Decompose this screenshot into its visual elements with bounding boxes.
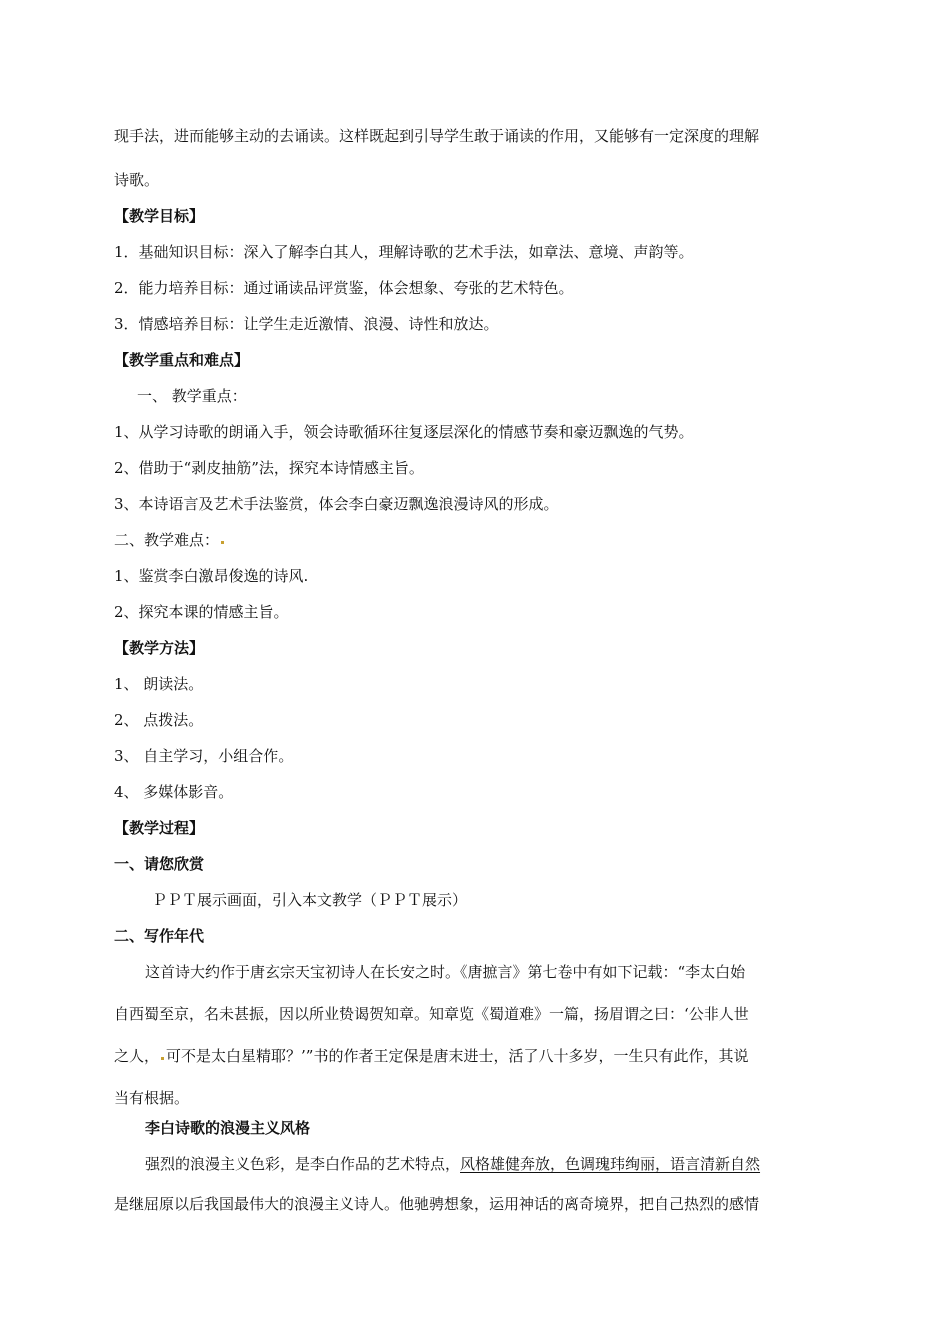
intro-line-1: 现手法，进而能够主动的去诵读。这样既起到引导学生敢于诵读的作用，又能够有一定深度的理解 (114, 127, 760, 145)
keypoint-item-2: 2、借助于“剥皮抽筋”法，探究本诗情感主旨。 (114, 459, 424, 477)
marker-dot (161, 1057, 164, 1060)
method-item-3: 3、 自主学习，小组合作。 (114, 747, 294, 765)
keypoints-subheading-1: 一、 教学重点： (137, 387, 247, 405)
methods-heading: 【教学方法】 (114, 639, 205, 657)
section-2-line-3-rest: 可不是太白星精耶？’”书的作者王定保是唐末进士，活了八十多岁，一生只有此作，其说 (166, 1047, 749, 1065)
style-line-1-underlined: 风格雄健奔放，色调瑰玮绚丽，语言清新自然 (460, 1155, 761, 1173)
marker-dot (221, 541, 224, 544)
keypoint-item-3: 3、本诗语言及艺术手法鉴赏，体会李白豪迈飘逸浪漫诗风的形成。 (114, 495, 559, 513)
goals-heading: 【教学目标】 (114, 207, 205, 225)
keypoint-item-1: 1、从学习诗歌的朗诵入手，领会诗歌循环往复逐层深化的情感节奏和豪迈飘逸的气势。 (114, 423, 694, 441)
keypoints-subheading-2-text: 二、教学难点： (114, 531, 220, 549)
style-line-1-text: 强烈的浪漫主义色彩，是李白作品的艺术特点， (145, 1155, 461, 1173)
section-2-line-1: 这首诗大约作于唐玄宗天宝初诗人在长安之时。《唐摭言》第七卷中有如下记载：“李太白始 (145, 963, 746, 981)
difficulty-item-1: 1、鉴赏李白激昂俊逸的诗风. (114, 567, 309, 585)
keypoints-heading: 【教学重点和难点】 (114, 351, 250, 369)
difficulty-item-2: 2、探究本课的情感主旨。 (114, 603, 289, 621)
section-2-line-2: 自西蜀至京，名未甚振，因以所业贽谒贺知章。知章览《蜀道难》一篇，扬眉谓之曰：‘公非人世 (114, 1005, 749, 1023)
keypoints-subheading-2 (114, 530, 840, 550)
style-line-2: 是继屈原以后我国最伟大的浪漫主义诗人。他驰骋想象，运用神话的离奇境界，把自己热烈的感情 (114, 1195, 760, 1213)
section-2-title: 二、写作年代 (114, 927, 205, 945)
method-item-4: 4、 多媒体影音。 (114, 783, 234, 801)
goal-item-2: 2．能力培养目标：通过诵读品评赏鉴，体会想象、夸张的艺术特色。 (114, 279, 574, 297)
section-1-title: 一、请您欣赏 (114, 855, 205, 873)
style-title: 李白诗歌的浪漫主义风格 (145, 1119, 311, 1137)
goal-item-3: 3．情感培养目标：让学生走近激情、浪漫、诗性和放达。 (114, 315, 499, 333)
intro-line-2: 诗歌。 (114, 171, 160, 189)
section-2-line-3 (114, 1046, 840, 1066)
method-item-2: 2、 点拨法。 (114, 711, 204, 729)
section-2-line-3-start: 之人， (114, 1047, 160, 1065)
process-heading: 【教学过程】 (114, 819, 205, 837)
section-2-line-4: 当有根据。 (114, 1089, 190, 1107)
section-1-text: ＰＰＴ展示画面，引入本文教学（ＰＰＴ展示） (152, 891, 468, 909)
goal-item-1: 1．基础知识目标：深入了解李白其人，理解诗歌的艺术手法，如章法、意境、声韵等。 (114, 243, 694, 261)
style-line-1 (145, 1154, 840, 1174)
method-item-1: 1、 朗读法。 (114, 675, 204, 693)
